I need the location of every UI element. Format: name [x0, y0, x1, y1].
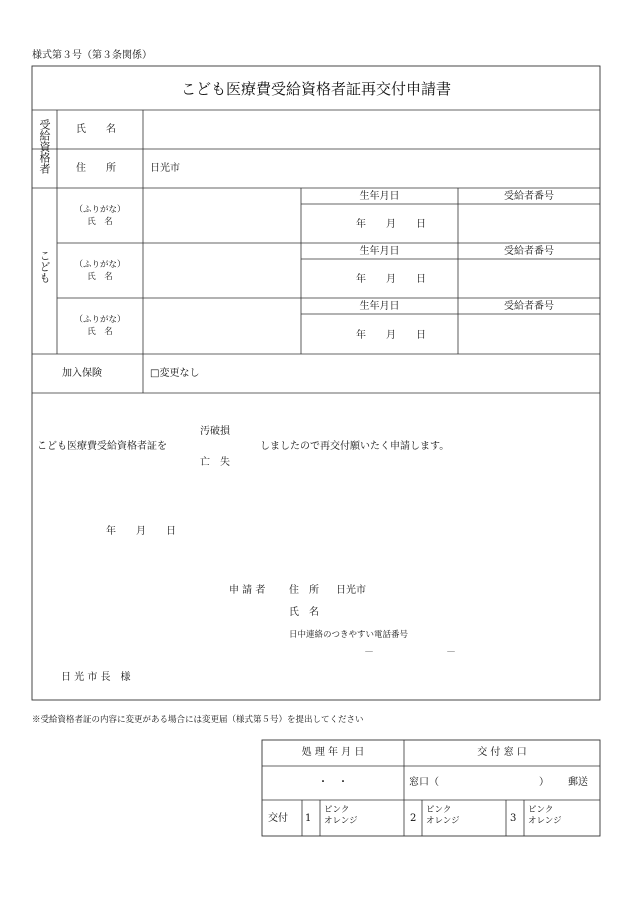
- slot-2-number: 2: [410, 813, 417, 824]
- process-date-label: 処 理 年 月 日: [301, 747, 365, 758]
- child-3-dob-label: 生年月日: [359, 301, 400, 312]
- applicant-address-value[interactable]: 日光市: [336, 585, 366, 596]
- slot-1-colors[interactable]: [324, 805, 358, 828]
- recipient-name-field[interactable]: [144, 111, 599, 148]
- applicant-address-label: 住 所: [289, 585, 319, 596]
- child-2-id-field[interactable]: [459, 260, 599, 297]
- child-2-dob-value[interactable]: 年 月 日: [356, 274, 426, 285]
- child-1-name-field[interactable]: [144, 189, 300, 242]
- slot-1-pink: ピンク: [324, 805, 350, 815]
- child-1-furigana-label: （ふりがな）: [74, 205, 126, 215]
- addressee: 日 光 市 長 様: [61, 672, 131, 683]
- child-3-id-field[interactable]: [459, 315, 599, 353]
- window-close: ）: [539, 777, 549, 788]
- phone-separator-2: －: [446, 647, 456, 658]
- insurance-label: 加入保険: [62, 368, 102, 379]
- child-1-dob-label: 生年月日: [359, 191, 400, 202]
- applicant-name-label: 氏 名: [289, 607, 319, 618]
- child-2-furigana-label: （ふりがな）: [74, 260, 126, 270]
- child-1-id-field[interactable]: [459, 205, 599, 242]
- child-3-id-label: 受給者番号: [504, 301, 554, 312]
- child-3-name-field[interactable]: [144, 299, 300, 353]
- phone-label: 日中連絡のつきやすい電話番号: [289, 630, 409, 640]
- request-suffix: しましたので再交付願いたく申請します。: [260, 441, 450, 452]
- slot-2-colors[interactable]: [426, 805, 460, 828]
- mail-option[interactable]: 郵送: [568, 777, 588, 788]
- recipient-name-label: 氏 名: [76, 124, 116, 135]
- child-2-dob-label: 生年月日: [359, 246, 400, 257]
- child-side-label: こども: [38, 250, 51, 283]
- child-1-name-label: 氏 名: [87, 217, 113, 227]
- child-3-furigana-label: （ふりがな）: [74, 315, 126, 325]
- option-lost[interactable]: 亡 失: [200, 457, 230, 468]
- child-3-name-label: 氏 名: [87, 327, 113, 337]
- applicant-name-field[interactable]: [336, 604, 586, 620]
- process-date-field[interactable]: ・ ・: [318, 777, 348, 788]
- window-label: 窓口（: [409, 777, 439, 788]
- slot-3-pink: ピンク: [528, 805, 554, 815]
- slot-3-number: 3: [510, 813, 517, 824]
- child-1-dob-value[interactable]: 年 月 日: [356, 219, 426, 230]
- option-damaged[interactable]: 汚破損: [200, 426, 230, 437]
- slot-3-colors[interactable]: [528, 805, 562, 828]
- application-date[interactable]: 年 月 日: [106, 526, 176, 537]
- applicant-label: 申 請 者: [229, 585, 266, 596]
- phone-separator-1: －: [364, 647, 374, 658]
- child-1-id-label: 受給者番号: [504, 191, 554, 202]
- form-number: 様式第３号（第３条関係）: [32, 50, 152, 61]
- child-2-name-label: 氏 名: [87, 272, 113, 282]
- child-3-dob-value[interactable]: 年 月 日: [356, 330, 426, 341]
- child-2-id-label: 受給者番号: [504, 246, 554, 257]
- child-2-name-field[interactable]: [144, 244, 300, 297]
- recipient-side-label: 受給資格者: [38, 119, 51, 174]
- footnote: ※受給資格者証の内容に変更がある場合には変更届（様式第５号）を提出してください: [32, 715, 364, 725]
- issue-label: 交付: [268, 813, 288, 824]
- request-prefix: こども医療費受給資格者証を: [37, 441, 167, 452]
- recipient-address-label: 住 所: [76, 163, 116, 174]
- form-title: こども医療費受給資格者証再交付申請書: [180, 79, 451, 98]
- no-change-checkbox[interactable]: □変更なし: [150, 368, 200, 379]
- slot-2-pink: ピンク: [426, 805, 452, 815]
- recipient-address-value[interactable]: 日光市: [150, 163, 180, 174]
- delivery-window-label: 交 付 窓 口: [477, 747, 527, 758]
- slot-3-orange: オレンジ: [528, 816, 562, 827]
- slot-1-number: 1: [305, 813, 312, 824]
- slot-1-orange: オレンジ: [324, 816, 358, 827]
- slot-2-orange: オレンジ: [426, 816, 460, 827]
